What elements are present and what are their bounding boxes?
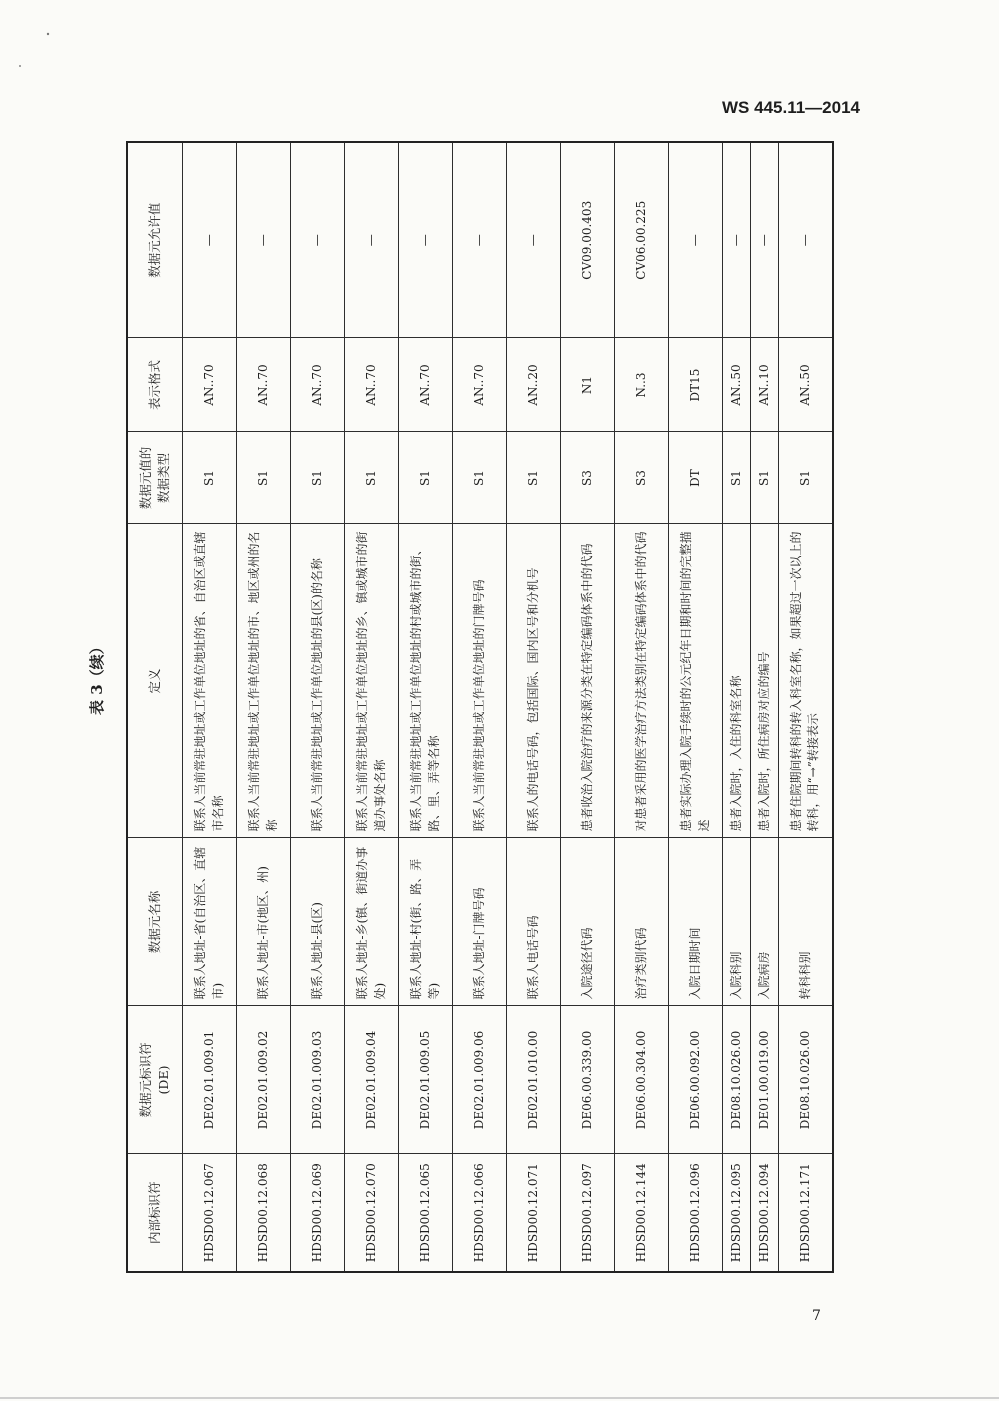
table-cell: S1 [779, 432, 833, 524]
table-cell: DE02.01.010.00 [507, 1006, 561, 1154]
column-header: 数据元允许值 [127, 142, 183, 338]
table-cell: HDSD00.12.094 [751, 1154, 779, 1272]
table-cell: 联系人当前常驻地址或工作单位地址的村或城市的街、路、里、弄等名称 [399, 524, 453, 838]
table-row [779, 142, 833, 1272]
table-cell: — [723, 142, 751, 338]
table-cell: DE06.00.092.00 [669, 1006, 723, 1154]
table-cell: 患者实际办理入院手续时的公元纪年日期和时间的完整描述 [669, 524, 723, 838]
table-cell: 入院日期时间 [669, 838, 723, 1006]
table-row [183, 142, 237, 1272]
table-cell: DE02.01.009.04 [345, 1006, 399, 1154]
table-cell: 对患者采用的医学治疗方法类别在特定编码体系中的代码 [615, 524, 669, 838]
table-cell: S1 [453, 432, 507, 524]
table-cell: DT [669, 432, 723, 524]
table-cell: DT15 [669, 338, 723, 432]
table-row [507, 142, 561, 1272]
table-cell: 患者收治入院治疗的来源分类在特定编码体系中的代码 [561, 524, 615, 838]
table-cell: — [669, 142, 723, 338]
table-row [751, 142, 779, 1272]
table-cell: HDSD00.12.070 [345, 1154, 399, 1272]
table-cell: 入院途径代码 [561, 838, 615, 1006]
table-cell: 联系人的电话号码，包括国际、国内区号和分机号 [507, 524, 561, 838]
table-cell: 联系人当前常驻地址或工作单位地址的县(区)的名称 [291, 524, 345, 838]
table-cell: — [507, 142, 561, 338]
table-row [453, 142, 507, 1272]
table-cell: 转科科别 [779, 838, 833, 1006]
table-cell: 患者入院时，所住病房对应的编号 [751, 524, 779, 838]
page-number: 7 [812, 1308, 821, 1324]
table-cell: AN..50 [723, 338, 751, 432]
table-cell: DE08.10.026.00 [779, 1006, 833, 1154]
table-cell: HDSD00.12.065 [399, 1154, 453, 1272]
table-cell: AN..70 [345, 338, 399, 432]
table-cell: DE02.01.009.06 [453, 1006, 507, 1154]
table-cell: S1 [751, 432, 779, 524]
table-cell: CV06.00.225 [615, 142, 669, 338]
column-header: 内部标识符 [127, 1154, 183, 1272]
table-cell: HDSD00.12.096 [669, 1154, 723, 1272]
table-cell: 患者住院期间转科的转入科室名称，如果超过一次以上的转科，用“→”转接表示 [779, 524, 833, 838]
table-cell: 治疗类别代码 [615, 838, 669, 1006]
table-cell: DE02.01.009.02 [237, 1006, 291, 1154]
table-cell: 联系人地址-省(自治区、直辖市) [183, 838, 237, 1006]
table-row [291, 142, 345, 1272]
table-cell: 患者入院时，入住的科室名称 [723, 524, 751, 838]
table-cell: 联系人当前常驻地址或工作单位地址的乡、镇或城市的街道办事处名称 [345, 524, 399, 838]
table-body [183, 142, 833, 1272]
table-cell: AN..20 [507, 338, 561, 432]
table-cell: — [237, 142, 291, 338]
table-cell: 联系人地址-村(街、路、弄等) [399, 838, 453, 1006]
table-cell: DE06.00.339.00 [561, 1006, 615, 1154]
table-cell: S1 [237, 432, 291, 524]
table-cell: HDSD00.12.144 [615, 1154, 669, 1272]
table-cell: N1 [561, 338, 615, 432]
header-row [127, 142, 183, 1272]
table-cell: — [183, 142, 237, 338]
table-cell: 联系人电话号码 [507, 838, 561, 1006]
table-cell: DE02.01.009.03 [291, 1006, 345, 1154]
table-cell: HDSD00.12.097 [561, 1154, 615, 1272]
table-cell: 联系人当前常驻地址或工作单位地址的省、自治区或直辖市名称 [183, 524, 237, 838]
table-row [561, 142, 615, 1272]
table-row [237, 142, 291, 1272]
column-header: 表示格式 [127, 338, 183, 432]
table-cell: AN..70 [291, 338, 345, 432]
table-cell: 入院科别 [723, 838, 751, 1006]
table-cell: — [751, 142, 779, 338]
table-cell: AN..70 [183, 338, 237, 432]
column-header: 数据元值的 数据类型 [127, 432, 183, 524]
column-header: 数据元名称 [127, 838, 183, 1006]
column-header: 定义 [127, 524, 183, 838]
table-cell: DE06.00.304.00 [615, 1006, 669, 1154]
table-cell: HDSD00.12.071 [507, 1154, 561, 1272]
table-cell: HDSD00.12.068 [237, 1154, 291, 1272]
table-cell: — [779, 142, 833, 338]
table-cell: 联系人地址-门牌号码 [453, 838, 507, 1006]
table-row [399, 142, 453, 1272]
table-cell: S1 [345, 432, 399, 524]
table-cell: N..3 [615, 338, 669, 432]
table-cell: CV09.00.403 [561, 142, 615, 338]
table-cell: HDSD00.12.066 [453, 1154, 507, 1272]
table-row [669, 142, 723, 1272]
column-header: 数据元标识符 (DE) [127, 1006, 183, 1154]
table-row [723, 142, 751, 1272]
table-cell: 联系人当前常驻地址或工作单位地址的市、地区或州的名称 [237, 524, 291, 838]
table-cell: S1 [723, 432, 751, 524]
table-cell: AN..50 [779, 338, 833, 432]
table-cell: 入院病房 [751, 838, 779, 1006]
table-cell: 联系人当前常驻地址或工作单位地址的门牌号码 [453, 524, 507, 838]
table-cell: S1 [399, 432, 453, 524]
table-cell: S3 [615, 432, 669, 524]
data-element-table [126, 141, 834, 1273]
table-row [615, 142, 669, 1272]
table-cell: AN..70 [453, 338, 507, 432]
table-cell: — [453, 142, 507, 338]
standard-code: WS 445.11—2014 [722, 98, 860, 117]
table-cell: — [345, 142, 399, 338]
table-cell: HDSD00.12.069 [291, 1154, 345, 1272]
table-cell: S1 [291, 432, 345, 524]
table-cell: 联系人地址-乡(镇、街道办事处) [345, 838, 399, 1006]
table-cell: — [399, 142, 453, 338]
table-cell: S3 [561, 432, 615, 524]
table-cell: 联系人地址-县(区) [291, 838, 345, 1006]
table-cell: AN..70 [237, 338, 291, 432]
table-cell: HDSD00.12.171 [779, 1154, 833, 1272]
table-cell: AN..10 [751, 338, 779, 432]
table-caption: 表 3（续） [88, 639, 106, 715]
table-cell: HDSD00.12.067 [183, 1154, 237, 1272]
table-cell: — [291, 142, 345, 338]
table-cell: S1 [183, 432, 237, 524]
table-cell: S1 [507, 432, 561, 524]
table-cell: AN..70 [399, 338, 453, 432]
table-cell: DE08.10.026.00 [723, 1006, 751, 1154]
table-cell: DE02.01.009.05 [399, 1006, 453, 1154]
table-row [345, 142, 399, 1272]
table-cell: 联系人地址-市(地区、州) [237, 838, 291, 1006]
table-cell: DE02.01.009.01 [183, 1006, 237, 1154]
table-cell: DE01.00.019.00 [751, 1006, 779, 1154]
table-cell: HDSD00.12.095 [723, 1154, 751, 1272]
data-element-table-rotated [126, 143, 832, 1273]
